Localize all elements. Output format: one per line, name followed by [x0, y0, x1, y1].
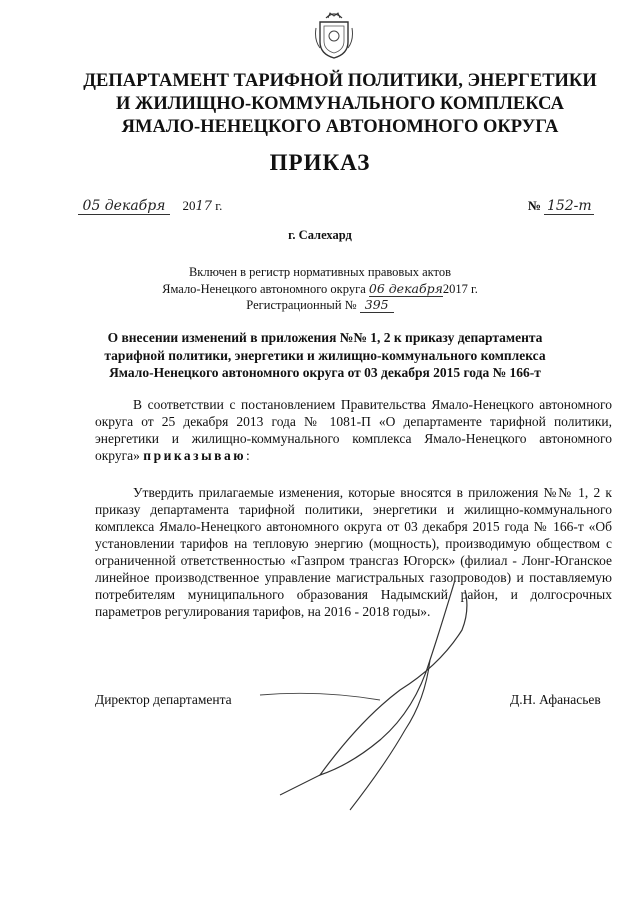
registration-line-2 — [0, 281, 640, 297]
order-date — [78, 198, 222, 215]
order-number — [528, 198, 594, 215]
date-suffix: г. — [215, 198, 223, 213]
registration-year: 2017 г. — [442, 282, 478, 296]
signatory-position: Директор департамента — [95, 692, 232, 707]
preamble-paragraph — [95, 396, 612, 464]
registration-date-handwritten: 06 декабря — [368, 281, 443, 296]
number-handwritten: 152-т — [544, 198, 594, 215]
subject-line-3: Ямало-Ненецкого автономного округа от 03 декабря 2015 года № 166-т — [109, 365, 541, 380]
subject-line-1: О внесении изменений в приложения №№ 1, 2 к приказу департамента — [107, 330, 543, 345]
order-word: приказываю — [143, 448, 247, 463]
department-name-line-2: И ЖИЛИЩНО-КОММУНАЛЬНОГО КОМПЛЕКСА — [116, 94, 564, 114]
department-name-line-1: ДЕПАРТАМЕНТ ТАРИФНОЙ ПОЛИТИКИ, ЭНЕРГЕТИКИ — [83, 71, 597, 91]
subject-line-2: тарифной политики, энергетики и жилищно-коммунального комплекса — [104, 347, 546, 363]
year-prefix: 20 — [182, 198, 196, 213]
number-sign: № — [528, 198, 542, 213]
year-handwritten: 17 — [195, 199, 213, 214]
date-handwritten: 05 декабря — [78, 198, 170, 215]
signatory-name: Д.Н. Афанасьев — [510, 692, 601, 707]
registration-number-label: Регистрационный № — [246, 298, 357, 312]
registration-number-handwritten: 395 — [360, 297, 394, 313]
coat-of-arms-emblem — [314, 8, 354, 60]
document-type-title: ПРИКАЗ — [269, 150, 371, 175]
order-body-text: Утвердить прилагаемые изменения, которые вносятся в приложения №№ 1, 2 к приказу департамента тарифной политики, энергетики и жилищно-коммунального комплекса Ямало-Ненецкого автономного округа от 03 декабря 2015 года № 166-т «Об установлении тарифов на тепловую энергию (мощность), производимую обществом с ограниченной ответственностью «Газпром трансгаз Югорск» (филиал - Лонг-Юганское линейное производственное управление магистральных газопроводов) и поставляемую потребителям муниципального образования Надымский район, и долгосрочных параметров регулирования тарифов, на 2016 - 2018 годы». — [95, 485, 612, 619]
city: г. Салехард — [288, 228, 352, 242]
registration-line-3 — [0, 297, 640, 313]
registration-region: Ямало-Ненецкого автономного округа — [162, 282, 366, 296]
handwritten-signature — [200, 570, 520, 820]
preamble-text: В соответствии с постановлением Правительства Ямало-Ненецкого автономного округа от 25 декабря 2013 года № 1081-П «О департаменте тарифной политики, энергетики и жилищно-коммунального комплекса Ямало-Ненецкого автономного округа» — [95, 397, 612, 463]
order-subject — [95, 329, 555, 382]
preamble-colon: : — [246, 448, 250, 463]
registration-line-1: Включен в регистр нормативных правовых актов — [188, 265, 452, 279]
department-name-line-3: ЯМАЛО-НЕНЕЦКОГО АВТОНОМНОГО ОКРУГА — [121, 117, 559, 137]
